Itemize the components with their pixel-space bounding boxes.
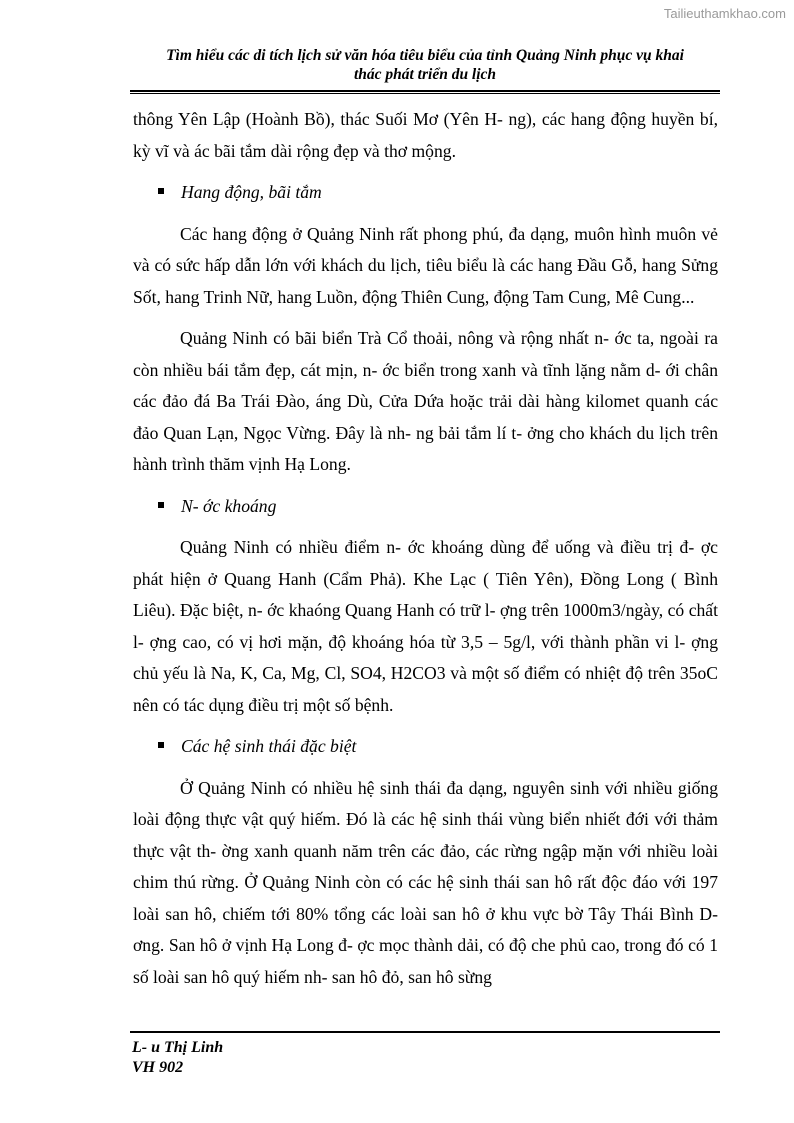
bullet-heading: Các hệ sinh thái đặc biệt [181,736,357,756]
header-divider [130,90,720,94]
paragraph-beaches: Quảng Ninh có bãi biển Trà Cổ thoải, nông và rộng nhất n- ớc ta, ngoài ra còn nhiều bái tắm đẹp, cát mịn, n- ớc biển trong xanh và tĩnh lặng nằm d- ới chân các đảo đá Ba Trái Đào, áng Dù, Cửa Dứa hoặc trải dài hàng kilomet quanh các đảo Quan Lạn, Ngọc Vừng. Đây là nh- ng bải tắm lí t- ởng cho khách du lịch trên hành trình thăm vịnh Hạ Long. [133,328,718,474]
bullet-heading: Hang động, bãi tắm [181,182,322,202]
bullet-ecosystems [133,731,718,763]
bullet-mineral-water [133,491,718,523]
paragraph-caves: Các hang động ở Quảng Ninh rất phong phú, đa dạng, muôn hình muôn vẻ và có sức hấp dẫn lớn với khách du lịch, tiêu biểu là các hang Đầu Gỗ, hang Sửng Sốt, hang Trinh Nữ, hang Luồn, động Thiên Cung, động Tam Cung, Mê Cung... [133,223,718,307]
header-line-1: Tìm hiểu các di tích lịch sử văn hóa tiêu biểu của tỉnh Quảng Ninh phục vụ khai [166,47,684,64]
square-bullet-icon [158,502,164,508]
paragraph-continuation: thông Yên Lập (Hoành Bồ), thác Suối Mơ (Yên H- ng), các hang động huyền bí, kỳ vĩ và ác bãi tắm dài rộng đẹp và thơ mộng. [133,109,718,161]
footer-divider [130,1031,720,1033]
page-header [130,46,720,84]
header-line-2: thác phát triển du lịch [353,66,497,83]
watermark: Tailieuthamkhao.com [663,6,786,21]
footer-author: L- u Thị Linh [132,1039,224,1056]
bullet-heading: N- ớc khoáng [181,495,277,516]
paragraph-ecosystems: Ở Quảng Ninh có nhiều hệ sinh thái đa dạng, nguyên sinh với nhiều giống loài động thực vật quý hiếm. Đó là các hệ sinh thái vùng biển nhiết đới với thảm thực vật th- ờng xanh quanh năm trên các đảo, các rừng ngập mặn với nhiều loài chim thú rừng. Ở Quảng Ninh còn có các hệ sinh thái san hô rất độc đáo với 197 loài san hô, chiếm tới 80% tổng các loài san hô ở khu vực bờ Tây Thái Bình D- ơng. San hô ở vịnh Hạ Long đ- ợc mọc thành dải, có độ che phủ cao, trong đó có 1 số loài san hô quý hiếm nh- san hô đỏ, san hô sừng [133,777,718,987]
square-bullet-icon [158,188,164,194]
page-footer [132,1038,223,1078]
square-bullet-icon [158,742,164,748]
paragraph-mineral-water: Quảng Ninh có nhiều điểm n- ớc khoáng dùng để uống và điều trị đ- ợc phát hiện ở Quang Hanh (Cẩm Phả). Khe Lạc ( Tiên Yên), Đồng Long ( Bình Liêu). Đặc biệt, n- ớc khaóng Quang Hanh có trữ l- ợng trên 1000m3/ngày, có chất l- ợng cao, có vị hơi mặn, độ khoáng hóa từ 3,5 – 5g/l, với thành phần vi l- ợng chủ yếu là Na, K, Ca, Mg, Cl, SO4, H2CO3 và một số điểm có nhiệt độ trên 35oC nên có tác dụng điều trị một số bệnh. [133,537,718,715]
bullet-caves-beaches [133,177,718,209]
footer-class: VH 902 [132,1059,184,1076]
document-body [133,104,718,993]
